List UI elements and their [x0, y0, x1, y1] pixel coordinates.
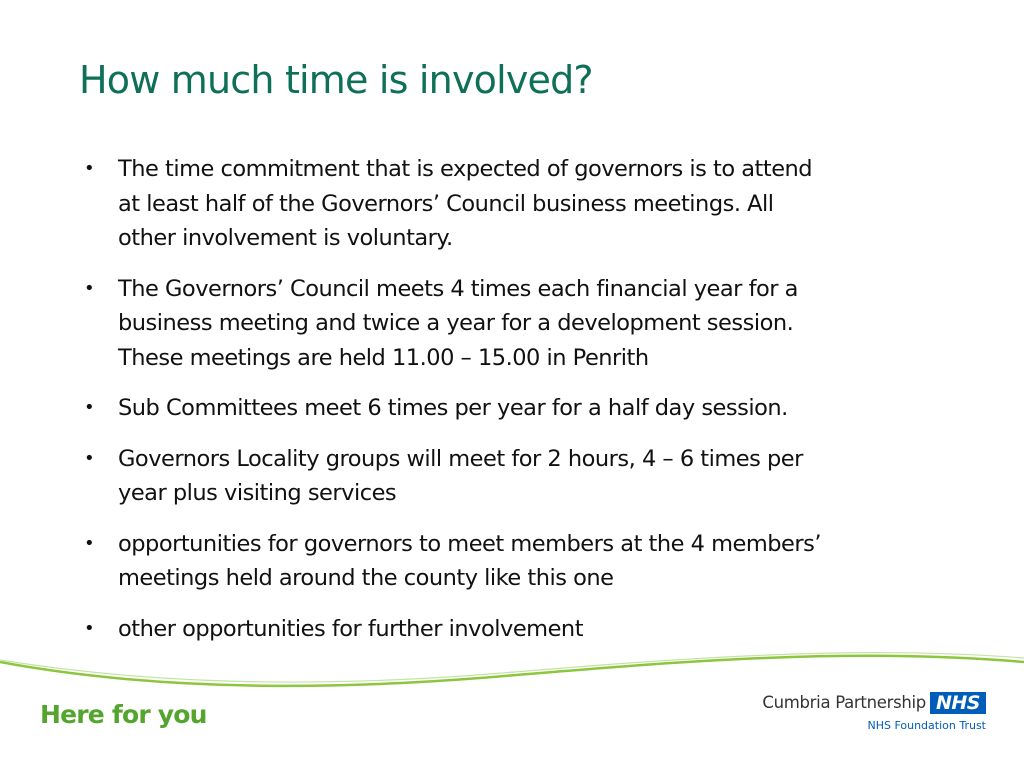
- bullet-item: [76, 152, 976, 256]
- bullet-text: Governors Locality groups will meet for 2 hours, 4 – 6 times per year plus visiting services: [118, 445, 803, 506]
- bullet-dot: •: [84, 617, 95, 639]
- nhs-badge-icon: NHS: [930, 692, 986, 714]
- bullet-dot: •: [84, 158, 95, 179]
- bullet-list: [76, 152, 976, 662]
- bullet-item: [76, 442, 976, 511]
- bullet-item: [76, 272, 976, 376]
- bullet-dot: •: [84, 397, 95, 418]
- tagline: Here for you: [40, 700, 207, 729]
- slide-title: How much time is involved?: [79, 58, 593, 102]
- bullet-text: The Governors’ Council meets 4 times each financial year for a business meeting and twice a year for a development session. These meetings are held 11.00 – 15.00 in Penrith: [118, 275, 798, 371]
- bullet-dot: •: [84, 532, 95, 554]
- bullet-dot: •: [84, 447, 95, 469]
- bullet-text: The time commitment that is expected of governors is to attend at least half of the Governors’ Council business meetings. All other involvement is voluntary.: [118, 156, 813, 251]
- nhs-logo: [752, 690, 992, 740]
- bullet-dot: •: [84, 277, 95, 299]
- logo-subtitle: NHS Foundation Trust: [867, 719, 986, 732]
- bullet-text: opportunities for governors to meet members at the 4 members’ meetings held around the county like this one: [118, 530, 822, 591]
- bullet-text: other opportunities for further involvement: [118, 615, 584, 642]
- bullet-item: [76, 527, 976, 596]
- bullet-item: [76, 391, 976, 426]
- logo-trust-name: Cumbria Partnership: [762, 693, 926, 712]
- bullet-text: Sub Committees meet 6 times per year for a half day session.: [118, 395, 788, 421]
